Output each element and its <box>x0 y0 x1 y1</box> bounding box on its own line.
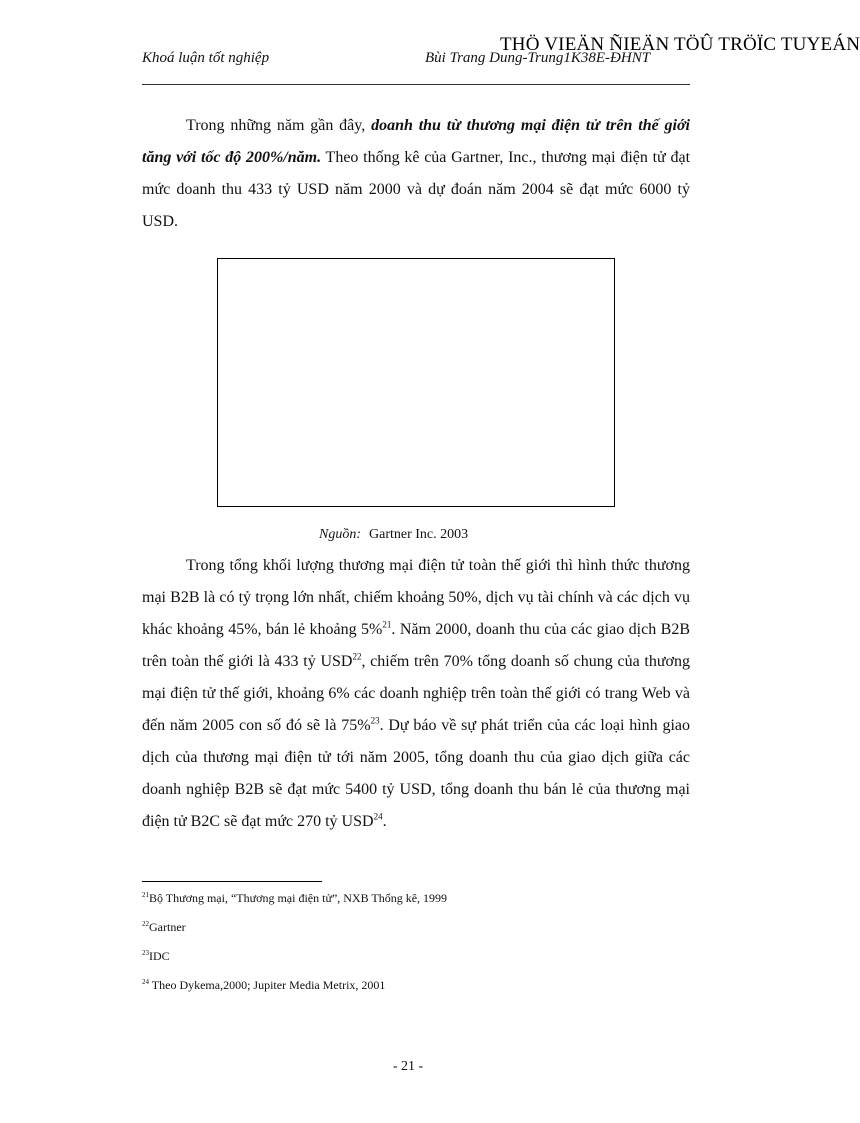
footnote-text: Bộ Thương mại, “Thương mại điện tử”, NXB Thống kê, 1999 <box>149 891 448 905</box>
footnote-number: 24 <box>142 978 149 986</box>
figure-placeholder <box>217 258 615 507</box>
footnote-item <box>142 978 385 993</box>
paragraph-b2b-part4: . Dự báo về sự phát triển của các loại hình giao dịch của thương mại điện tử tới năm 2005, tổng doanh thu của giao dịch giữa các doanh nghiệp B2B sẽ đạt mức 5400 tỷ USD, tổng doanh thu bán lẻ của thương mại điện tử B2C sẽ đạt mức 270 tỷ USD <box>142 717 691 830</box>
paragraph-b2b-part2: . Năm 2000, doanh thu của các giao dịch B2B trên toàn thế giới là 433 tỷ USD <box>142 621 690 670</box>
footnote-divider <box>142 881 322 882</box>
footnote-number: 21 <box>142 891 149 899</box>
paragraph-intro-start: Trong những năm gần đây, <box>186 117 372 134</box>
footnote-ref-22[interactable]: 22 <box>352 651 362 662</box>
footnote-ref-24[interactable]: 24 <box>373 811 383 822</box>
footnote-text: IDC <box>149 949 170 963</box>
paragraph-b2b-part5: . <box>382 813 387 830</box>
library-watermark: THÖ VIEÄN ÑIEÄN TÖÛ TRÖÏC TUYEÁN <box>500 34 860 55</box>
figure-source-label: Nguồn: <box>319 527 361 542</box>
footnote-item <box>142 949 170 964</box>
footnote-number: 22 <box>142 920 149 928</box>
figure-source <box>319 527 468 543</box>
footnote-text: Theo Dykema,2000; Jupiter Media Metrix, 2001 <box>149 978 386 992</box>
paragraph-b2b-part3: , chiếm trên 70% tổng doanh số chung của thương mại điện tử thế giới, khoảng 6% các doanh nghiệp trên toàn thế giới có trang Web và đến năm 2005 con số đó sẽ là 75% <box>142 653 690 734</box>
header-right-author: Bùi Trang Dung-Trung1K38E-ĐHNT <box>425 50 651 66</box>
figure-source-value: Gartner Inc. 2003 <box>369 527 469 542</box>
paragraph-intro <box>142 110 690 238</box>
footnote-text: Gartner <box>149 920 186 934</box>
paragraph-b2b <box>142 550 690 838</box>
header-divider <box>142 84 690 85</box>
page-number: - 21 - <box>392 1059 424 1074</box>
footnote-item <box>142 920 186 935</box>
paragraph-intro-rest: Theo thống kê của Gartner, Inc., thương mại điện tử đạt mức doanh thu 433 tỷ USD năm 2000 và dự đoán năm 2004 sẽ đạt mức 6000 tỷ USD. <box>142 149 691 230</box>
footnote-ref-23[interactable]: 23 <box>370 715 380 726</box>
footnote-item <box>142 891 447 906</box>
paragraph-b2b-part1: Trong tổng khối lượng thương mại điện tử toàn thế giới thì hình thức thương mại B2B là có tỷ trọng lớn nhất, chiếm khoảng 50%, dịch vụ tài chính và các dịch vụ khác khoảng 45%, bán lẻ khoảng 5% <box>142 557 690 638</box>
footnote-ref-21[interactable]: 21 <box>382 619 392 630</box>
paragraph-intro-emphasis: doanh thu từ thương mại điện tử trên thế giới tăng với tốc độ 200%/năm. <box>142 117 690 166</box>
footnote-number: 23 <box>142 949 149 957</box>
header-left-title: Khoá luận tốt nghiệp <box>142 50 270 66</box>
